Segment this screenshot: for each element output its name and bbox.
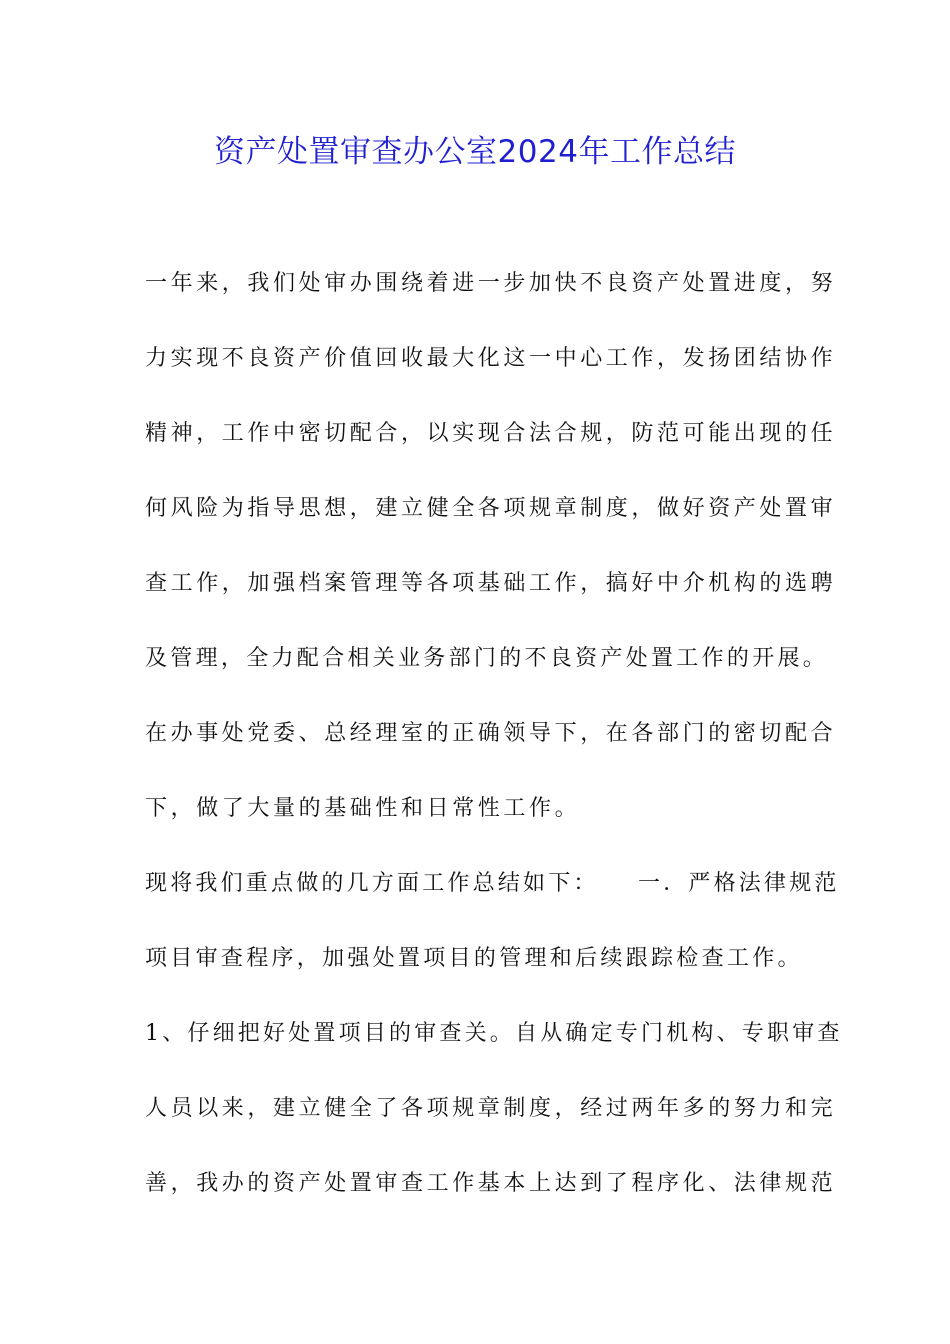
body-line: 在办事处党委、总经理室的正确领导下，在各部门的密切配合 — [145, 721, 837, 746]
document-title: 资产处置审查办公室2024年工作总结 — [214, 134, 736, 170]
body-line: 力实现不良资产价值回收最大化这一中心工作，发扬团结协作 — [145, 346, 837, 371]
body-line: 一年来，我们处审办围绕着进一步加快不良资产处置进度，努 — [145, 271, 837, 296]
body-line: 现将我们重点做的几方面工作总结如下： 一．严格法律规范 — [145, 871, 840, 896]
body-line: 精神，工作中密切配合，以实现合法合规，防范可能出现的任 — [145, 421, 837, 446]
body-line: 查工作，加强档案管理等各项基础工作，搞好中介机构的选聘 — [145, 571, 837, 596]
body-line: 项目审查程序，加强处置项目的管理和后续跟踪检查工作。 — [145, 946, 803, 971]
body-line: 人员以来，建立健全了各项规章制度，经过两年多的努力和完 — [145, 1096, 837, 1121]
body-line: 善，我办的资产处置审查工作基本上达到了程序化、法律规范 — [145, 1171, 837, 1196]
body-line: 下，做了大量的基础性和日常性工作。 — [145, 796, 581, 821]
body-line: 何风险为指导思想，建立健全各项规章制度，做好资产处置审 — [145, 496, 837, 521]
body-line: 1、仔细把好处置项目的审查关。自从确定专门机构、专职审查 — [145, 1021, 843, 1046]
body-line: 及管理，全力配合相关业务部门的不良资产处置工作的开展。 — [145, 646, 829, 671]
